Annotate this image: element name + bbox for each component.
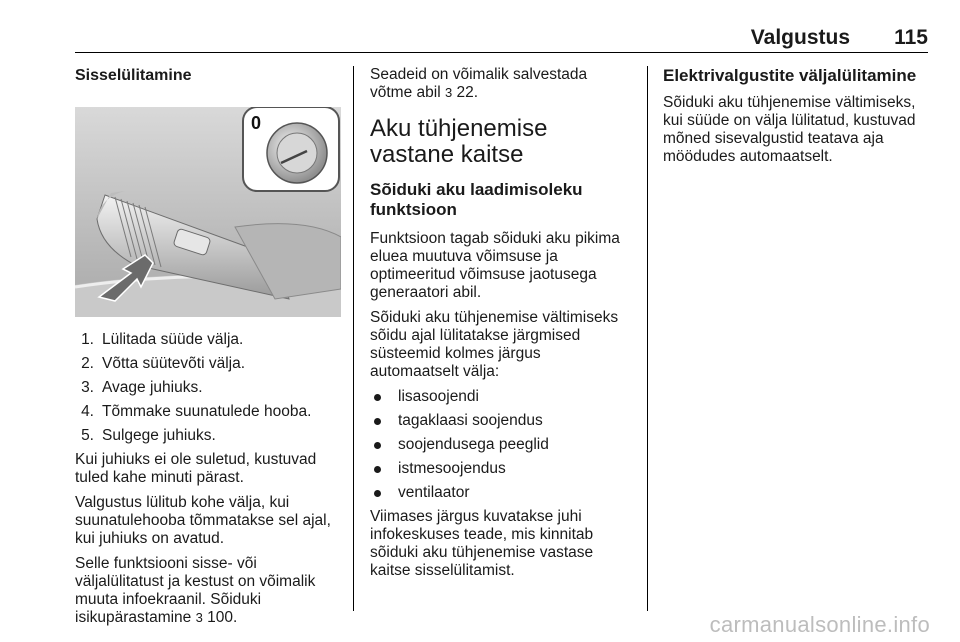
column-left (75, 66, 343, 634)
column-divider-1 (353, 66, 354, 611)
list-item: lisasoojendi (370, 388, 632, 406)
disabled-systems-list (370, 388, 632, 502)
paragraph: Sõiduki aku tühjenemise vältimiseks, kui süüde on välja lülitatud, kustuvad mõned sisevalgustid teatava aja möödudes automaatselt. (663, 94, 916, 165)
list-item: tagaklaasi soojendus (370, 412, 632, 430)
list-item: 5. Sulgege juhiuks. (81, 427, 216, 444)
turn-signal-lever-figure (75, 107, 341, 317)
bullet-icon (374, 442, 381, 449)
page-reference-arrow-icon: 3 (195, 610, 203, 625)
list-item: soojendusega peeglid (370, 436, 632, 454)
page-reference-arrow-icon: 3 (444, 85, 453, 100)
page-reference: 22. (452, 84, 479, 101)
section-heading-activation: Sisselülitamine (75, 67, 192, 84)
activation-steps-list (75, 331, 343, 445)
list-item: ventilaator (370, 484, 632, 502)
list-item: 2. Võtta süütevõti välja. (81, 355, 246, 372)
section-title: Valgustus (750, 26, 850, 49)
subsection-title-battery-charge: Sõiduki aku laadimisoleku funktsioon (370, 180, 583, 219)
list-item: istmesoojendus (370, 460, 632, 478)
paragraph: Viimases järgus kuvatakse juhi infokeskuses teade, mis kinnitab sõiduki aku tühjenemise vastase kaitse sisselülitamist. (370, 508, 594, 579)
bullet-icon (374, 490, 381, 497)
section-title-lights-off: Elektrivalgustite väljalülitamine (663, 66, 917, 85)
paragraph: Kui juhiuks ei ole suletud, kustuvad tuled kahe minuti pärast. (75, 451, 317, 486)
section-title-battery-protection: Aku tühjenemise vastane kaitse (370, 115, 548, 168)
page-reference: 100. (202, 609, 238, 626)
column-right (663, 66, 929, 173)
paragraph: Valgustus lülitub kohe välja, kui suunatulehooba tõmmatakse sel ajal, kui juhiuks on avatud. (75, 494, 331, 547)
page-number: 115 (894, 26, 928, 49)
bullet-icon (374, 466, 381, 473)
list-item: 1. Lülitada süüde välja. (81, 331, 244, 348)
paragraph: Selle funktsiooni sisse- või väljalülitatust ja kestust on võimalik muuta infoekraanil. Sõiduki isikupärastamine 3 100. (75, 555, 316, 626)
header-rule (75, 52, 928, 53)
lever-illustration (75, 107, 341, 317)
paragraph: Seadeid on võimalik salvestada võtme abil 3 22. (370, 66, 588, 101)
paragraph: Funktsioon tagab sõiduki aku pikima eluea muutuva võimsuse ja optimeeritud võimsuse jaotusega generaatori abil. (370, 230, 620, 301)
page-header (75, 26, 928, 52)
paragraph: Sõiduki aku tühjenemise vältimiseks sõidu ajal lülitatakse järgmised süsteemid kolmes järgus automaatselt välja: (370, 309, 619, 380)
bullet-icon (374, 394, 381, 401)
watermark: carmanualsonline.info (709, 612, 930, 637)
column-middle (370, 66, 632, 587)
column-divider-2 (647, 66, 648, 611)
key-position-label: 0 (251, 113, 262, 133)
list-item: 4. Tõmmake suunatulede hooba. (81, 403, 312, 420)
bullet-icon (374, 418, 381, 425)
list-item: 3. Avage juhiuks. (81, 379, 203, 396)
